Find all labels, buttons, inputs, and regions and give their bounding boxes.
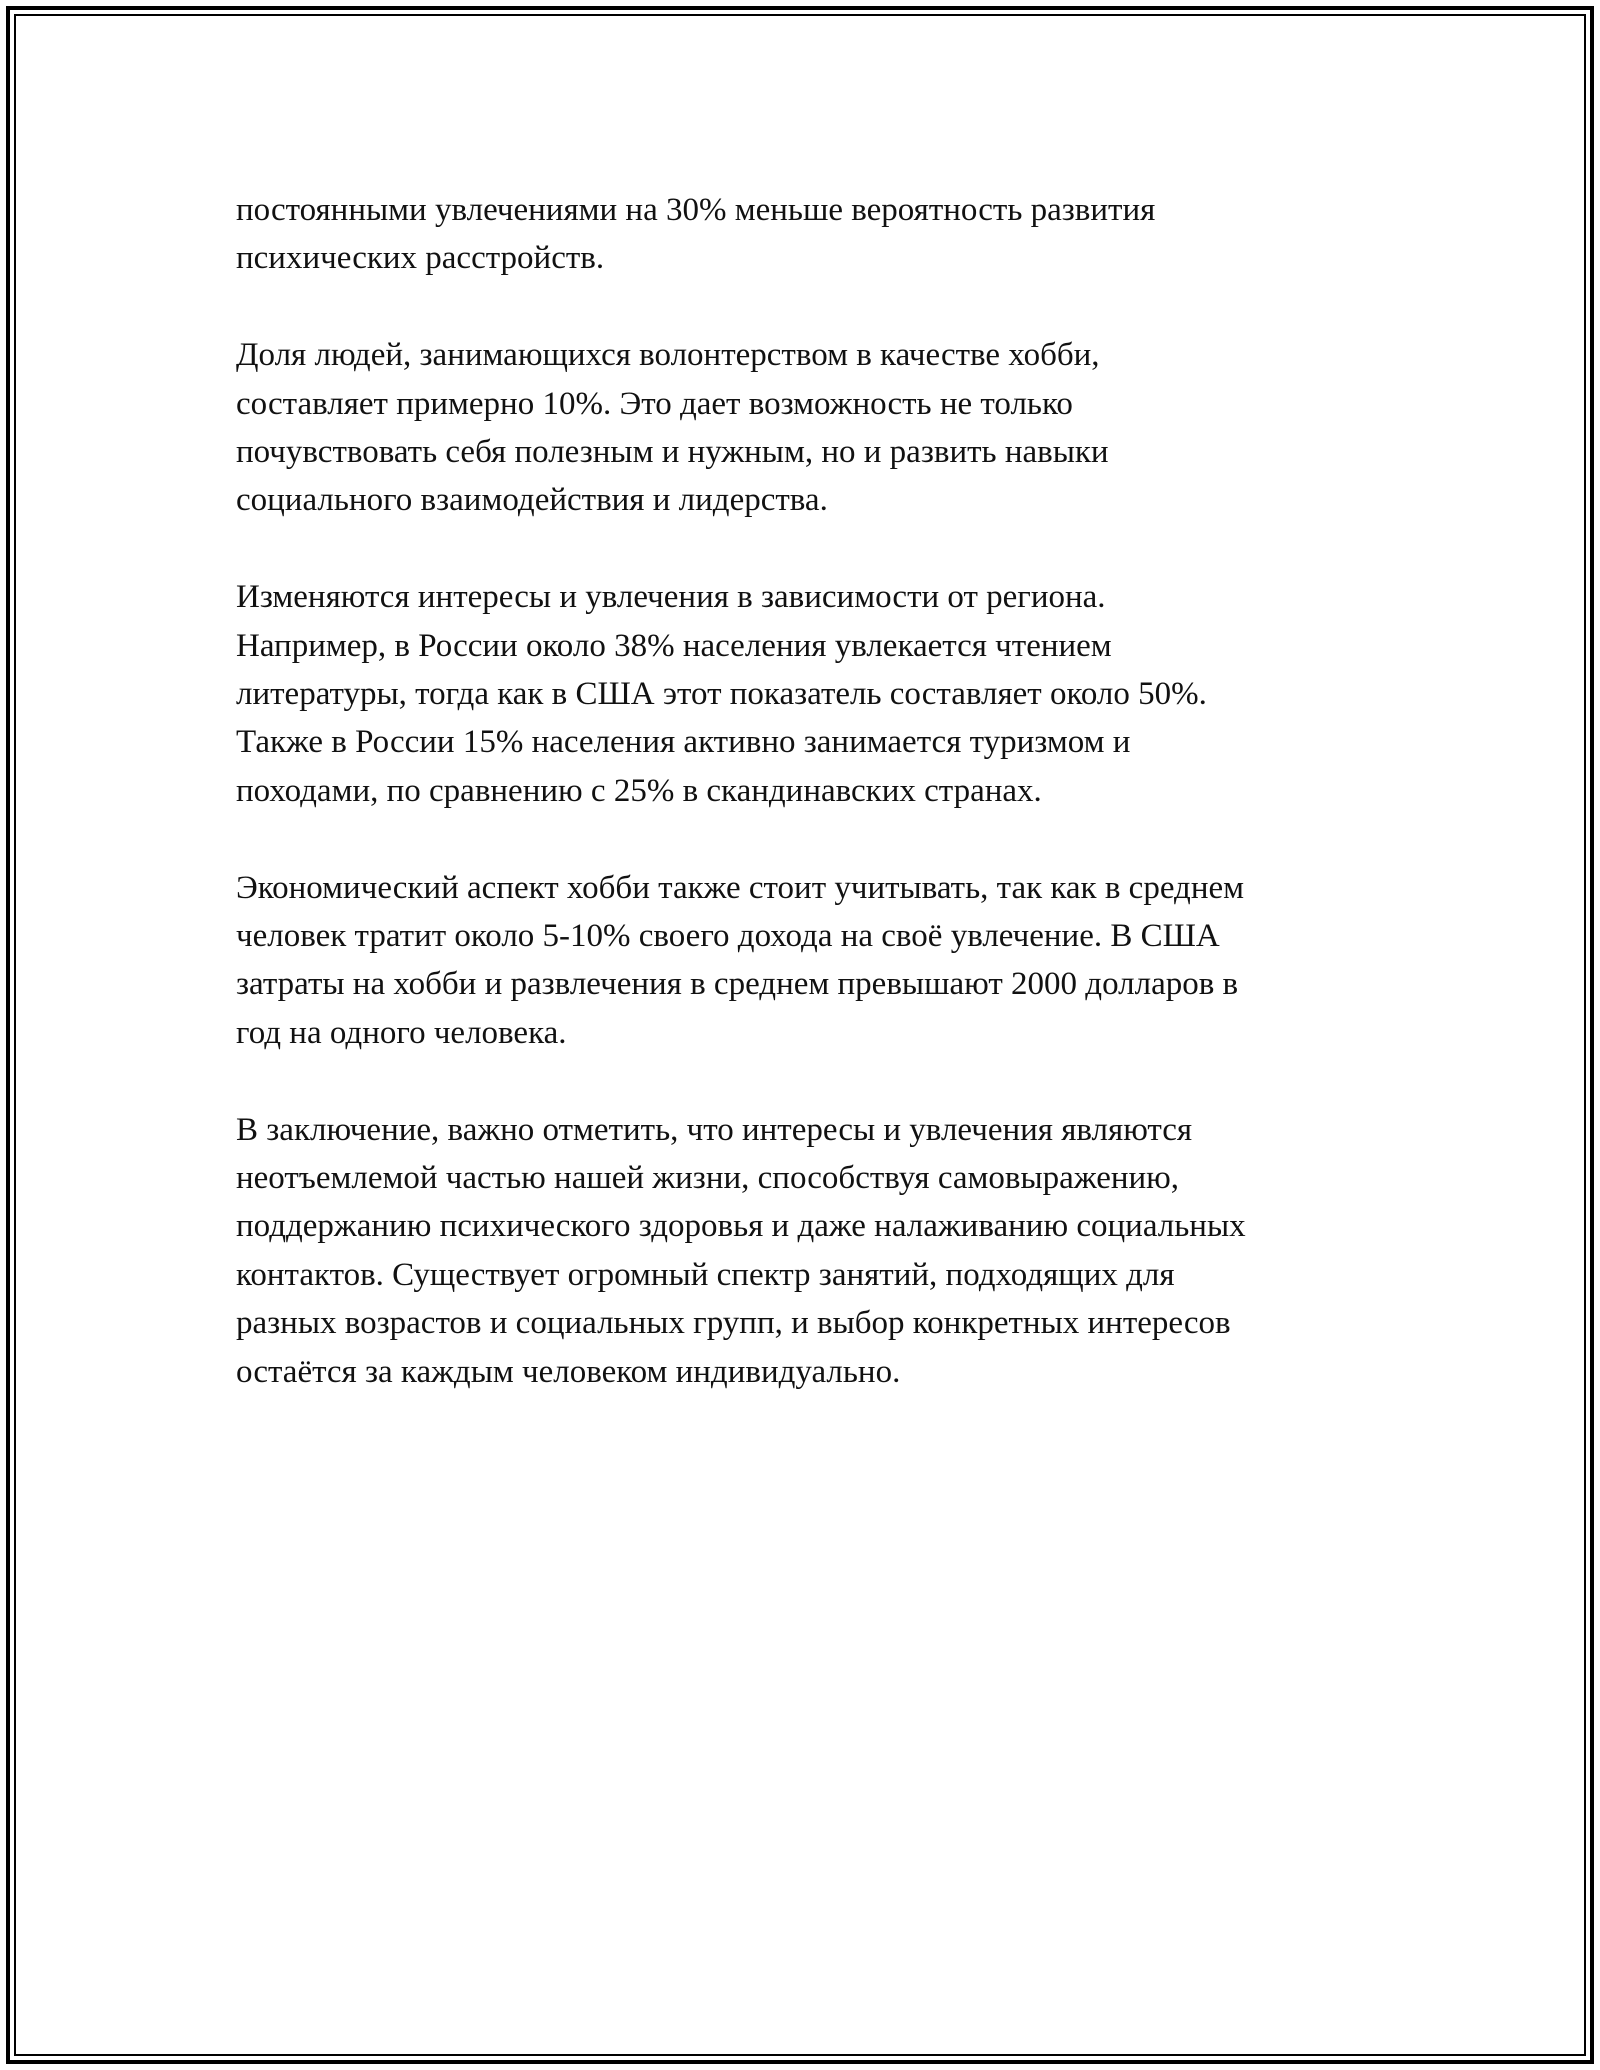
text-line: Изменяются интересы и увлечения в зависимости от региона. bbox=[236, 579, 1106, 616]
text-line: неотъемлемой частью нашей жизни, способствуя самовыражению, bbox=[236, 1160, 1180, 1197]
paragraph-volunteering bbox=[236, 331, 1376, 525]
text-line: почувствовать себя полезным и нужным, но и развить навыки bbox=[236, 434, 1109, 471]
text-line: постоянными увлечениями на 30% меньше вероятность развития bbox=[236, 192, 1156, 228]
text-line: остаётся за каждым человеком индивидуально. bbox=[236, 1353, 901, 1390]
text-line: составляет примерно 10%. Это дает возможность не только bbox=[236, 385, 1073, 422]
text-line: социального взаимодействия и лидерства. bbox=[236, 482, 828, 519]
text-line: В заключение, важно отметить, что интересы и увлечения являются bbox=[236, 1111, 1193, 1148]
text-line: литературы, тогда как в США этот показатель составляет около 50%. bbox=[236, 676, 1207, 713]
text-line: человек тратит около 5-10% своего дохода на своё увлечение. В США bbox=[236, 918, 1220, 955]
text-line: Например, в России около 38% населения увлекается чтением bbox=[236, 627, 1112, 664]
text-line: разных возрастов и социальных групп, и выбор конкретных интересов bbox=[236, 1305, 1231, 1342]
paragraph-regional-interests bbox=[236, 573, 1376, 815]
text-line: поддержанию психического здоровья и даже налаживанию социальных bbox=[236, 1208, 1246, 1245]
text-line: психических расстройств. bbox=[236, 240, 605, 277]
text-line: Экономический аспект хобби также стоит учитывать, так как в среднем bbox=[236, 869, 1245, 906]
text-line: контактов. Существует огромный спектр занятий, подходящих для bbox=[236, 1256, 1175, 1293]
paragraph-economic-aspect bbox=[236, 864, 1376, 1058]
text-line: год на одного человека. bbox=[236, 1014, 567, 1051]
text-line: затраты на хобби и развлечения в среднем превышают 2000 долларов в bbox=[236, 966, 1239, 1003]
paragraph-mental-health bbox=[236, 186, 1376, 283]
paragraph-conclusion bbox=[236, 1106, 1376, 1396]
document-body bbox=[236, 186, 1376, 1444]
text-line: походами, по сравнению с 25% в скандинавских странах. bbox=[236, 772, 1042, 809]
text-line: Также в России 15% населения активно занимается туризмом и bbox=[236, 724, 1131, 761]
text-line: Доля людей, занимающихся волонтерством в качестве хобби, bbox=[236, 337, 1100, 374]
